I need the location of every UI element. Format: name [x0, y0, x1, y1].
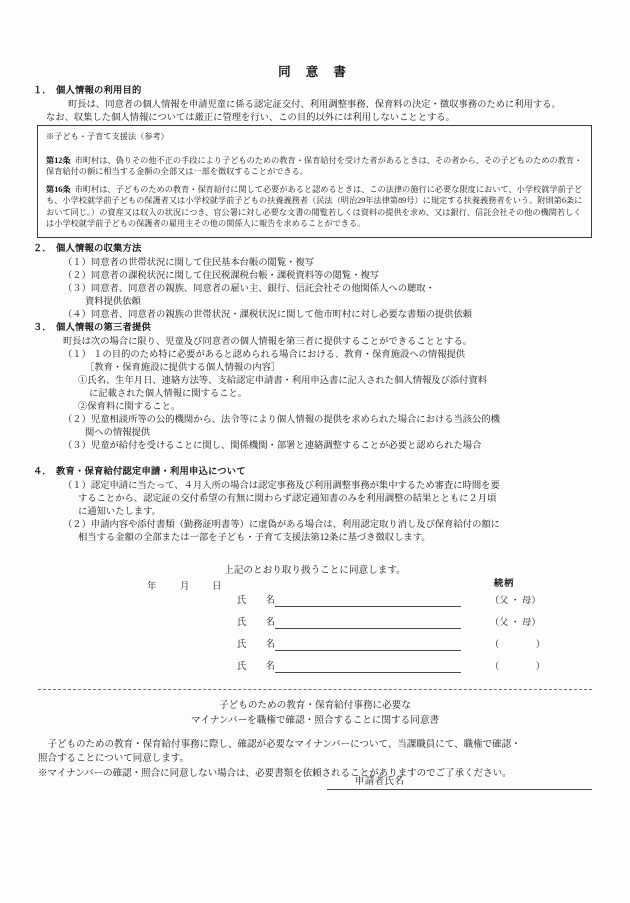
section-4-number: ４． [33, 467, 52, 477]
name-label: 氏 名 [237, 596, 281, 606]
section-4-item-2-cont: 相当する金額の全部または一部を子ども・子育て支援法第12条に基づき徴収します。 [78, 533, 431, 543]
applicant-name-label: 申請者氏名 [355, 777, 405, 787]
law-article-16 [46, 184, 585, 230]
section-3-item-1-detail-1: ①氏名、生年月日、連絡方法等、支給認定申請書・利用申込書に記入された個人情報及び添付資料 [78, 376, 488, 386]
section-2-item-4: （４）同意者、同意者の親族の世帯状況・課税状況に関して他市町村に対し必要な書類の提供依頼 [63, 310, 473, 320]
section-4-item-1-cont-1: することから、認定証の交付希望の有無に関わらず認定通知書のみを利用調整の結果とともに２月頃 [78, 494, 497, 504]
section-3-item-1: （１） １の目的のため特に必要があると認められる場合における、教育・保育施設への情報提供 [63, 350, 466, 360]
section-4-item-1: （１）認定申請に当たって、４月入所の場合は認定事務及び利用調整事務が集中するため審査に時間を要 [63, 481, 500, 491]
section-3-item-1-sub: ［教育・保育施設に提供する個人情報の内容］ [85, 363, 281, 373]
name-input-line[interactable] [275, 606, 461, 607]
section-divider [38, 689, 592, 690]
date-year-label: 年 [147, 582, 157, 592]
section-2-number: ２． [33, 244, 52, 254]
law-article-16-text: 市町村は、子どものための教育・保育給付に関して必要があると認めるときは、この法律の施行に必要な限度において、小学校就学前子ども、小学校就学前子どもの保護者又は小学校就学前子どもの扶養義務者（民法（明治29年法律第89号）に規定する扶養義務者をいう。附則第6条において同じ。）の資産又は収入の状況につき、官公署に対し必要な文書の閲覧若しくは資料の提供を求め、又は銀行、信託会社その他の機関若しくは小学校就学前子どもの保護者の雇用主その他の関係人に報告を求めることができる。 [46, 185, 583, 229]
signature-row [0, 636, 630, 658]
applicant-name-input-line[interactable] [327, 789, 592, 790]
section-2-item-1: （１）同意者の世帯状況に関して住民基本台帳の閲覧・複写 [63, 258, 315, 268]
law-article-12-text: 市町村は、偽りその他不正の手段により子どものための教育・保育給付を受けた者があるときは、その者から、その子どものための教育・保育給付の額に相当する金額の全部又は一部を徴収することができる。 [46, 156, 583, 177]
name-label: 氏 名 [237, 640, 281, 650]
section-3-item-1-detail-1-cont: に記載された個人情報に関すること。 [89, 389, 248, 399]
signature-row [0, 658, 630, 680]
section-3-item-3: （３）児童が給付を受けることに関し、関係機関・部署と連絡調整することが必要と認められた場合 [63, 441, 482, 451]
name-input-line[interactable] [275, 672, 461, 673]
date-month-label: 月 [180, 582, 190, 592]
agreement-statement: 上記のとおり取り扱うことに同意します。 [224, 565, 406, 576]
name-label: 氏 名 [237, 618, 281, 628]
section-4-heading: 教育・保育給付認定申請・利用申込について [56, 467, 246, 477]
section-4-item-1-cont-2: に通知いたします。 [78, 507, 161, 517]
law-box-caption: ※子ども・子育て支援法（参考） [46, 132, 169, 141]
section-3-lead: 町長は次の場合に限り、児童及び同意者の個人情報を第三者に提供することができることとする。 [63, 337, 473, 347]
mynumber-title-line-2: マイナンバーを職権で確認・照合することに関する同意書 [190, 715, 440, 726]
section-2-item-2: （２）同意者の課税状況に関して住民税課税台帳・課税資料等の閲覧・複写 [63, 271, 380, 281]
section-1-heading: 個人情報の利用目的 [56, 86, 142, 96]
mynumber-body-line-2: 照合することについて同意します。 [38, 754, 190, 764]
section-1-number: １． [33, 86, 52, 96]
section-2-item-3-cont: 資料提供依頼 [85, 297, 141, 307]
relation-value[interactable]: （父 ・ 母） [490, 617, 541, 627]
signature-row [0, 592, 630, 614]
section-3-item-2: （２）児童相談所等の公的機関から、法令等により個人情報の提供を求められた場合における当該公的機 [63, 415, 500, 425]
relation-value[interactable]: （父 ・ 母） [490, 595, 541, 605]
law-reference-box [37, 125, 592, 238]
page-title: 同 意 書 [278, 65, 352, 79]
signature-row [0, 614, 630, 636]
law-article-16-label: 第16条 [46, 185, 71, 194]
date-day-label: 日 [212, 582, 222, 592]
mynumber-body-line-1: 子どものための教育・保育給付事務に際し、確認が必要なマイナンバーについて、当課職員にて、職権で確認・ [38, 740, 521, 750]
section-4-item-2: （２）申請内容や添付書類（勤務証明書等）に虚偽がある場合は、利用認定取り消し及び保育給付の額に [63, 520, 500, 530]
mynumber-title-line-1: 子どものための教育・保育給付事務に必要な [219, 700, 411, 711]
section-3-heading: 個人情報の第三者提供 [56, 323, 151, 333]
section-3-number: ３． [33, 323, 52, 333]
name-input-line[interactable] [275, 650, 461, 651]
section-2-item-3: （３）同意者、同意者の親族、同意者の雇い主、銀行、信託会社その他関係人への聴取・ [63, 284, 435, 294]
section-1-body-line-1: 町長は、同意者の個人情報を申請児童に係る認定証交付、利用調整事務、保育料の決定・徴収事務のために利用する。 [68, 100, 561, 110]
section-3-item-1-detail-2: ②保育料に関すること。 [78, 402, 181, 412]
name-label: 氏 名 [237, 662, 281, 672]
law-article-12-label: 第12条 [46, 156, 71, 165]
relation-value[interactable]: （ ） [490, 639, 546, 649]
name-input-line[interactable] [275, 628, 461, 629]
relation-column-header: 続柄 [494, 578, 515, 588]
section-1-body-line-2: なお、収集した個人情報については厳正に管理を行い、この目的以外には利用しないこととする。 [46, 113, 455, 123]
date-row [147, 578, 221, 592]
law-article-12 [46, 155, 585, 178]
section-2-heading: 個人情報の収集方法 [56, 244, 142, 254]
relation-value[interactable]: （ ） [490, 661, 546, 671]
section-3-item-2-cont: 関への情報提供 [85, 428, 151, 438]
mynumber-body-line-3: ※マイナンバーの確認・照合に同意しない場合は、必要書類を依頼されることがありますのでご了承ください。 [38, 769, 512, 779]
